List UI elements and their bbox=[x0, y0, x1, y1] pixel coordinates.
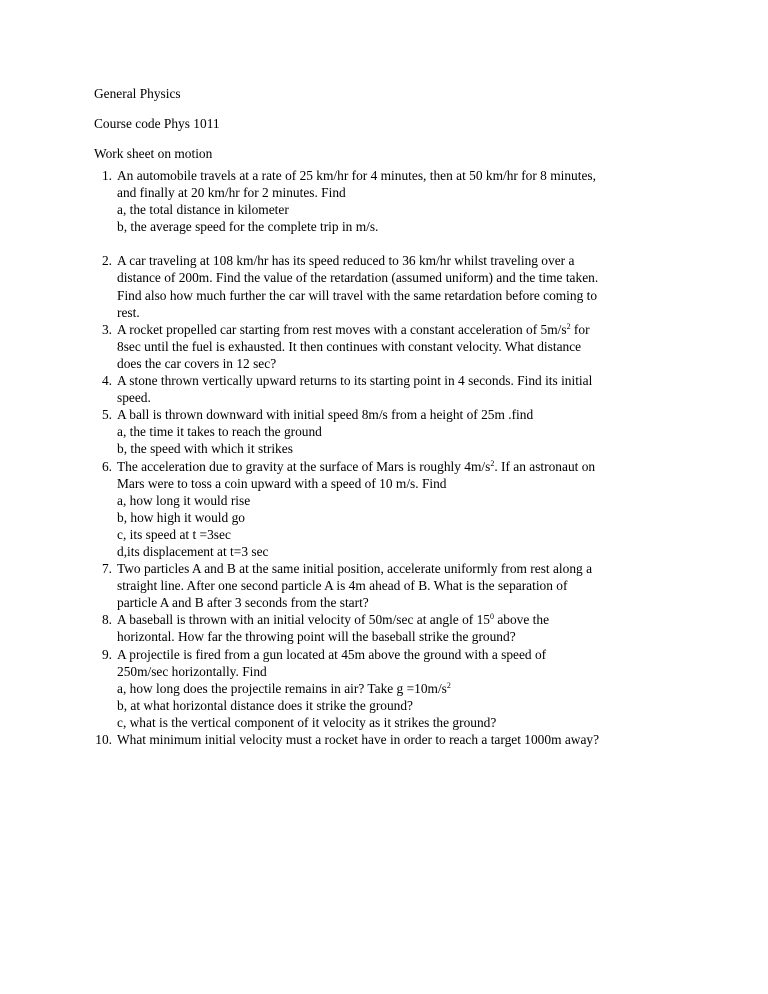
question-text: Two particles A and B at the same initial position, accelerate uniformly from rest along a bbox=[117, 561, 593, 577]
question-text: What minimum initial velocity must a rocket have in order to reach a target 1000m away? bbox=[117, 732, 600, 747]
question-part: a, the total distance in kilometer bbox=[117, 202, 289, 218]
question-text: A rocket propelled car starting from rest moves with a constant acceleration of $5m/s^2$ for bbox=[117, 321, 590, 337]
question-text: Find also how much further the car will travel with the same retardation before coming to bbox=[117, 287, 598, 303]
question-number: 10. bbox=[95, 732, 112, 747]
superscript: 0 bbox=[490, 612, 494, 622]
question-7 bbox=[0, 560, 677, 611]
superscript: 2 bbox=[566, 321, 571, 331]
question-number: 3. bbox=[101, 321, 112, 337]
question-text: rest. bbox=[117, 304, 140, 320]
question-1 bbox=[0, 167, 677, 235]
question-text: A car traveling at 108 km/hr has its speed reduced to 36 km/hr whilst traveling over a bbox=[117, 253, 575, 269]
question-part: a, how long it would rise bbox=[117, 492, 251, 508]
question-part: b, the average speed for the complete trip in m/s. bbox=[117, 219, 379, 235]
superscript: 2 bbox=[490, 458, 495, 468]
question-text: An automobile travels at a rate of 25 km/hr for 4 minutes, then at 50 km/hr for 8 minutes, bbox=[117, 168, 596, 183]
course-code: Course code Phys 1011 bbox=[94, 116, 220, 131]
question-text: 250m/sec horizontally. Find bbox=[117, 663, 267, 679]
question-text: speed. bbox=[117, 390, 151, 406]
question-text: A projectile is fired from a gun located at 45m above the ground with a speed of bbox=[117, 646, 547, 662]
question-3 bbox=[0, 321, 677, 372]
question-part: b, at what horizontal distance does it strike the ground? bbox=[117, 697, 413, 713]
question-8 bbox=[0, 611, 677, 645]
question-4 bbox=[0, 372, 677, 406]
question-text: particle A and B after 3 seconds from the start? bbox=[117, 595, 369, 611]
question-10 bbox=[0, 731, 677, 748]
question-text: A stone thrown vertically upward returns to its starting point in 4 seconds. Find its initial bbox=[117, 373, 593, 389]
question-text: does the car covers in 12 sec? bbox=[117, 355, 277, 371]
question-number: 5. bbox=[101, 407, 112, 423]
question-text: The acceleration due to gravity at the surface of Mars is roughly $4m/s^2$. If an astronaut on bbox=[117, 458, 596, 474]
question-list bbox=[0, 167, 768, 748]
question-text: and finally at 20 km/hr for 2 minutes. Find bbox=[117, 185, 346, 201]
question-text: horizontal. How far the throwing point will the baseball strike the ground? bbox=[117, 629, 516, 645]
question-6 bbox=[0, 458, 677, 561]
question-number: 7. bbox=[101, 561, 112, 577]
question-text: Mars were to toss a coin upward with a speed of 10 m/s. Find bbox=[117, 475, 447, 491]
question-number: 9. bbox=[101, 646, 112, 662]
question-part: b, how high it would go bbox=[117, 509, 245, 525]
question-5 bbox=[0, 406, 677, 457]
question-part: c, what is the vertical component of it velocity as it strikes the ground? bbox=[117, 714, 497, 730]
worksheet-title: Work sheet on motion bbox=[94, 146, 213, 161]
question-part: a, the time it takes to reach the ground bbox=[117, 424, 322, 440]
question-number: 4. bbox=[101, 373, 112, 389]
question-part: a, how long does the projectile remains in air? Take $g =10m/s^2$ bbox=[117, 680, 451, 696]
question-number: 2. bbox=[101, 253, 112, 269]
superscript: 2 bbox=[446, 680, 451, 690]
question-text: 8sec until the fuel is exhausted. It then continues with constant velocity. What distance bbox=[117, 338, 582, 354]
question-part: c, its speed at t =3sec bbox=[117, 526, 231, 542]
question-text: A ball is thrown downward with initial speed 8m/s from a height of 25m .find bbox=[117, 407, 534, 423]
question-text: distance of 200m. Find the value of the retardation (assumed uniform) and the time taken. bbox=[117, 270, 599, 286]
course-title: General Physics bbox=[94, 86, 181, 101]
question-2 bbox=[0, 252, 677, 320]
question-9 bbox=[0, 646, 677, 731]
question-part: d,its displacement at t=3 sec bbox=[117, 543, 269, 559]
question-number: 1. bbox=[101, 168, 112, 183]
question-number: 6. bbox=[101, 458, 112, 474]
question-text: straight line. After one second particle A is 4m ahead of B. What is the separation of bbox=[117, 578, 568, 594]
question-part: b, the speed with which it strikes bbox=[117, 441, 293, 457]
question-number: 8. bbox=[101, 612, 112, 628]
question-text: A baseball is thrown with an initial velocity of 50m/sec at angle of $15^0$ above the bbox=[117, 612, 550, 628]
